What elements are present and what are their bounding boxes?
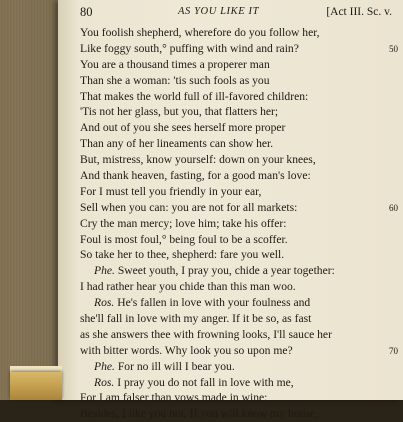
page-number: 80	[80, 5, 93, 19]
line-number: 60	[389, 202, 398, 213]
line-text	[80, 41, 299, 57]
speaker-name: Phe.	[94, 359, 115, 373]
line-body: Sell when you can: you are not for all markets:	[80, 200, 298, 214]
line-text	[80, 359, 235, 375]
line-body: Cry the man mercy; love him; take his offer:	[80, 216, 287, 230]
line-text	[80, 104, 278, 120]
line-text	[80, 73, 270, 89]
line-body: 'Tis not her glass, but you, that flatters her;	[80, 105, 279, 119]
line-body: That makes the world full of ill-favored children:	[80, 89, 309, 103]
line-body: And out of you she sees herself more proper	[80, 121, 286, 135]
text-line	[80, 375, 398, 391]
line-body: she'll fall in love with my anger. If it be so, as fast	[80, 312, 312, 326]
line-body: For no ill will I bear you.	[114, 359, 235, 373]
page-content	[80, 3, 398, 422]
line-body: with bitter words. Why look you so upon me?	[80, 343, 293, 357]
line-body: You foolish shepherd, wherefore do you follow her,	[80, 26, 320, 39]
text-line	[80, 295, 398, 311]
line-text	[80, 216, 287, 232]
line-text	[80, 184, 261, 200]
line-text	[80, 200, 297, 216]
speaker-name: Phe.	[94, 264, 115, 278]
line-text	[80, 390, 267, 406]
line-number: 70	[389, 345, 398, 356]
line-body: Foul is most foul,° being foul to be a scoffer.	[80, 232, 288, 246]
verse-lines	[80, 25, 398, 422]
text-line	[80, 390, 398, 406]
line-text	[80, 343, 293, 359]
line-text	[80, 327, 332, 343]
line-text	[80, 247, 284, 263]
text-line	[80, 247, 398, 263]
line-text	[80, 406, 318, 422]
line-body: He's fallen in love with your foulness and	[114, 296, 311, 310]
speaker-name: Ros.	[94, 296, 115, 310]
text-line	[80, 104, 398, 120]
line-text	[80, 168, 311, 184]
text-line	[80, 343, 398, 359]
page-header	[80, 3, 398, 25]
line-text	[80, 152, 316, 168]
bookmark	[10, 372, 62, 400]
text-line	[80, 311, 398, 327]
line-text	[80, 57, 270, 73]
text-line	[80, 216, 398, 232]
text-line	[80, 200, 398, 216]
line-text	[80, 279, 296, 295]
line-body: You are a thousand times a properer man	[80, 57, 270, 71]
text-line	[80, 232, 398, 248]
line-body: Than she a woman: 'tis such fools as you	[80, 73, 270, 87]
running-title: AS YOU LIKE IT	[178, 6, 260, 17]
act-scene-reference: [Act III. Sc. v.	[326, 6, 392, 18]
text-line	[80, 279, 398, 295]
text-line	[80, 327, 398, 343]
text-line	[80, 152, 398, 168]
text-line	[80, 73, 398, 89]
text-line	[80, 57, 398, 73]
line-body: So take her to thee, shepherd: fare you well.	[80, 248, 285, 262]
line-body: Sweet youth, I pray you, chide a year together:	[114, 264, 335, 278]
line-body: I pray you do not fall in love with me,	[114, 375, 294, 389]
text-line	[80, 25, 398, 41]
text-line	[80, 89, 398, 105]
line-body: as she answers thee with frowning looks, I'll sauce her	[80, 327, 332, 341]
line-body: Than any of her lineaments can show her.	[80, 137, 274, 151]
book-page	[58, 0, 403, 421]
text-line	[80, 136, 398, 152]
line-text	[80, 311, 311, 327]
line-body: I had rather hear you chide than this man woo.	[80, 280, 296, 294]
line-text	[80, 232, 288, 248]
line-text	[80, 120, 285, 136]
line-text	[80, 375, 294, 391]
line-body: For I am falser than vows made in wine:	[80, 391, 268, 405]
line-body: Besides, I like you not. If you will know my house,	[80, 407, 318, 421]
text-line	[80, 406, 398, 422]
text-line	[80, 120, 398, 136]
line-text	[80, 136, 273, 152]
text-line	[80, 263, 398, 279]
speaker-name: Ros.	[94, 375, 115, 389]
line-text	[80, 89, 308, 105]
text-line	[80, 359, 398, 375]
text-line	[80, 41, 398, 57]
line-text	[80, 25, 320, 41]
line-text	[80, 263, 335, 279]
text-line	[80, 184, 398, 200]
line-body: Like foggy south,° puffing with wind and rain?	[80, 41, 299, 55]
line-body: But, mistress, know yourself: down on your knees,	[80, 153, 316, 167]
line-number: 50	[389, 43, 398, 54]
text-line	[80, 168, 398, 184]
line-text	[80, 295, 310, 311]
line-body: And thank heaven, fasting, for a good man's love:	[80, 169, 311, 183]
line-body: For I must tell you friendly in your ear,	[80, 184, 262, 198]
